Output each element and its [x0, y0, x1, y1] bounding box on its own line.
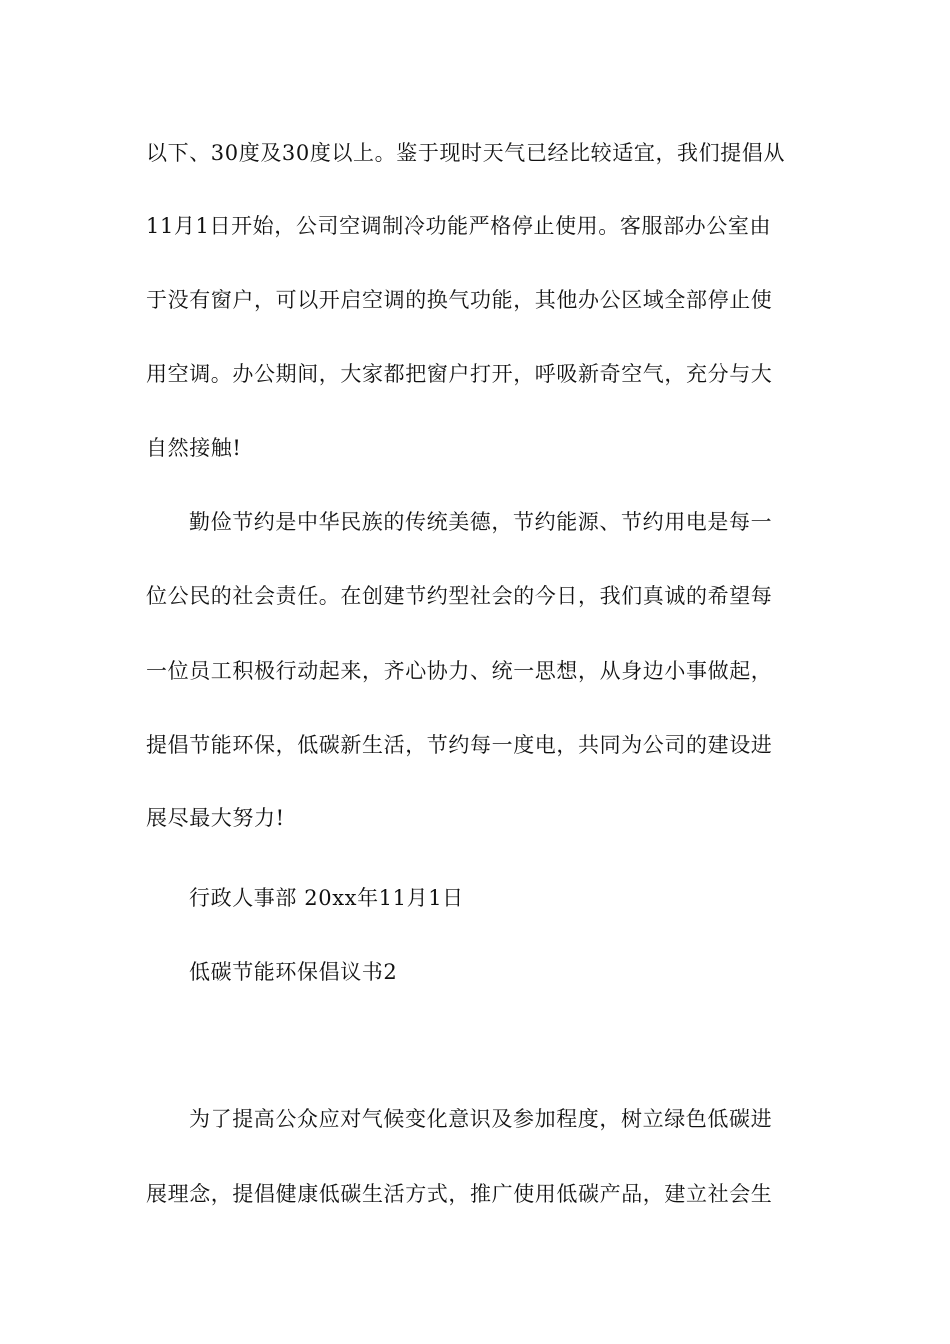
paragraph-2-line-1: 勤俭节约是中华民族的传统美德，节约能源、节约用电是每一 — [189, 510, 773, 534]
paragraph-2-line-5: 展尽最大努力! — [146, 806, 285, 830]
signature-line: 行政人事部 20xx年11月1日 — [189, 886, 464, 910]
paragraph-3-line-2: 展理念，提倡健康低碳生活方式，推广使用低碳产品，建立社会生 — [146, 1182, 773, 1206]
paragraph-2-line-3: 一位员工积极行动起来，齐心协力、统一思想，从身边小事做起， — [146, 659, 773, 683]
paragraph-2-line-2: 位公民的社会责任。在创建节约型社会的今日，我们真诚的希望每 — [146, 584, 773, 608]
paragraph-1-line-1: 以下、30度及30度以上。鉴于现时天气已经比较适宜，我们提倡从 — [146, 141, 786, 165]
paragraph-3-line-1: 为了提高公众应对气候变化意识及参加程度，树立绿色低碳进 — [189, 1107, 773, 1131]
paragraph-1-line-3: 于没有窗户，可以开启空调的换气功能，其他办公区域全部停止使 — [146, 288, 773, 312]
section-title: 低碳节能环保倡议书2 — [189, 960, 398, 984]
paragraph-1-line-2: 11月1日开始，公司空调制冷功能严格停止使用。客服部办公室由 — [146, 214, 772, 238]
paragraph-2-line-4: 提倡节能环保，低碳新生活，节约每一度电，共同为公司的建设进 — [146, 733, 773, 757]
paragraph-1-line-4: 用空调。办公期间，大家都把窗户打开，呼吸新奇空气，充分与大 — [146, 362, 773, 386]
paragraph-1-line-5: 自然接触! — [146, 436, 242, 460]
